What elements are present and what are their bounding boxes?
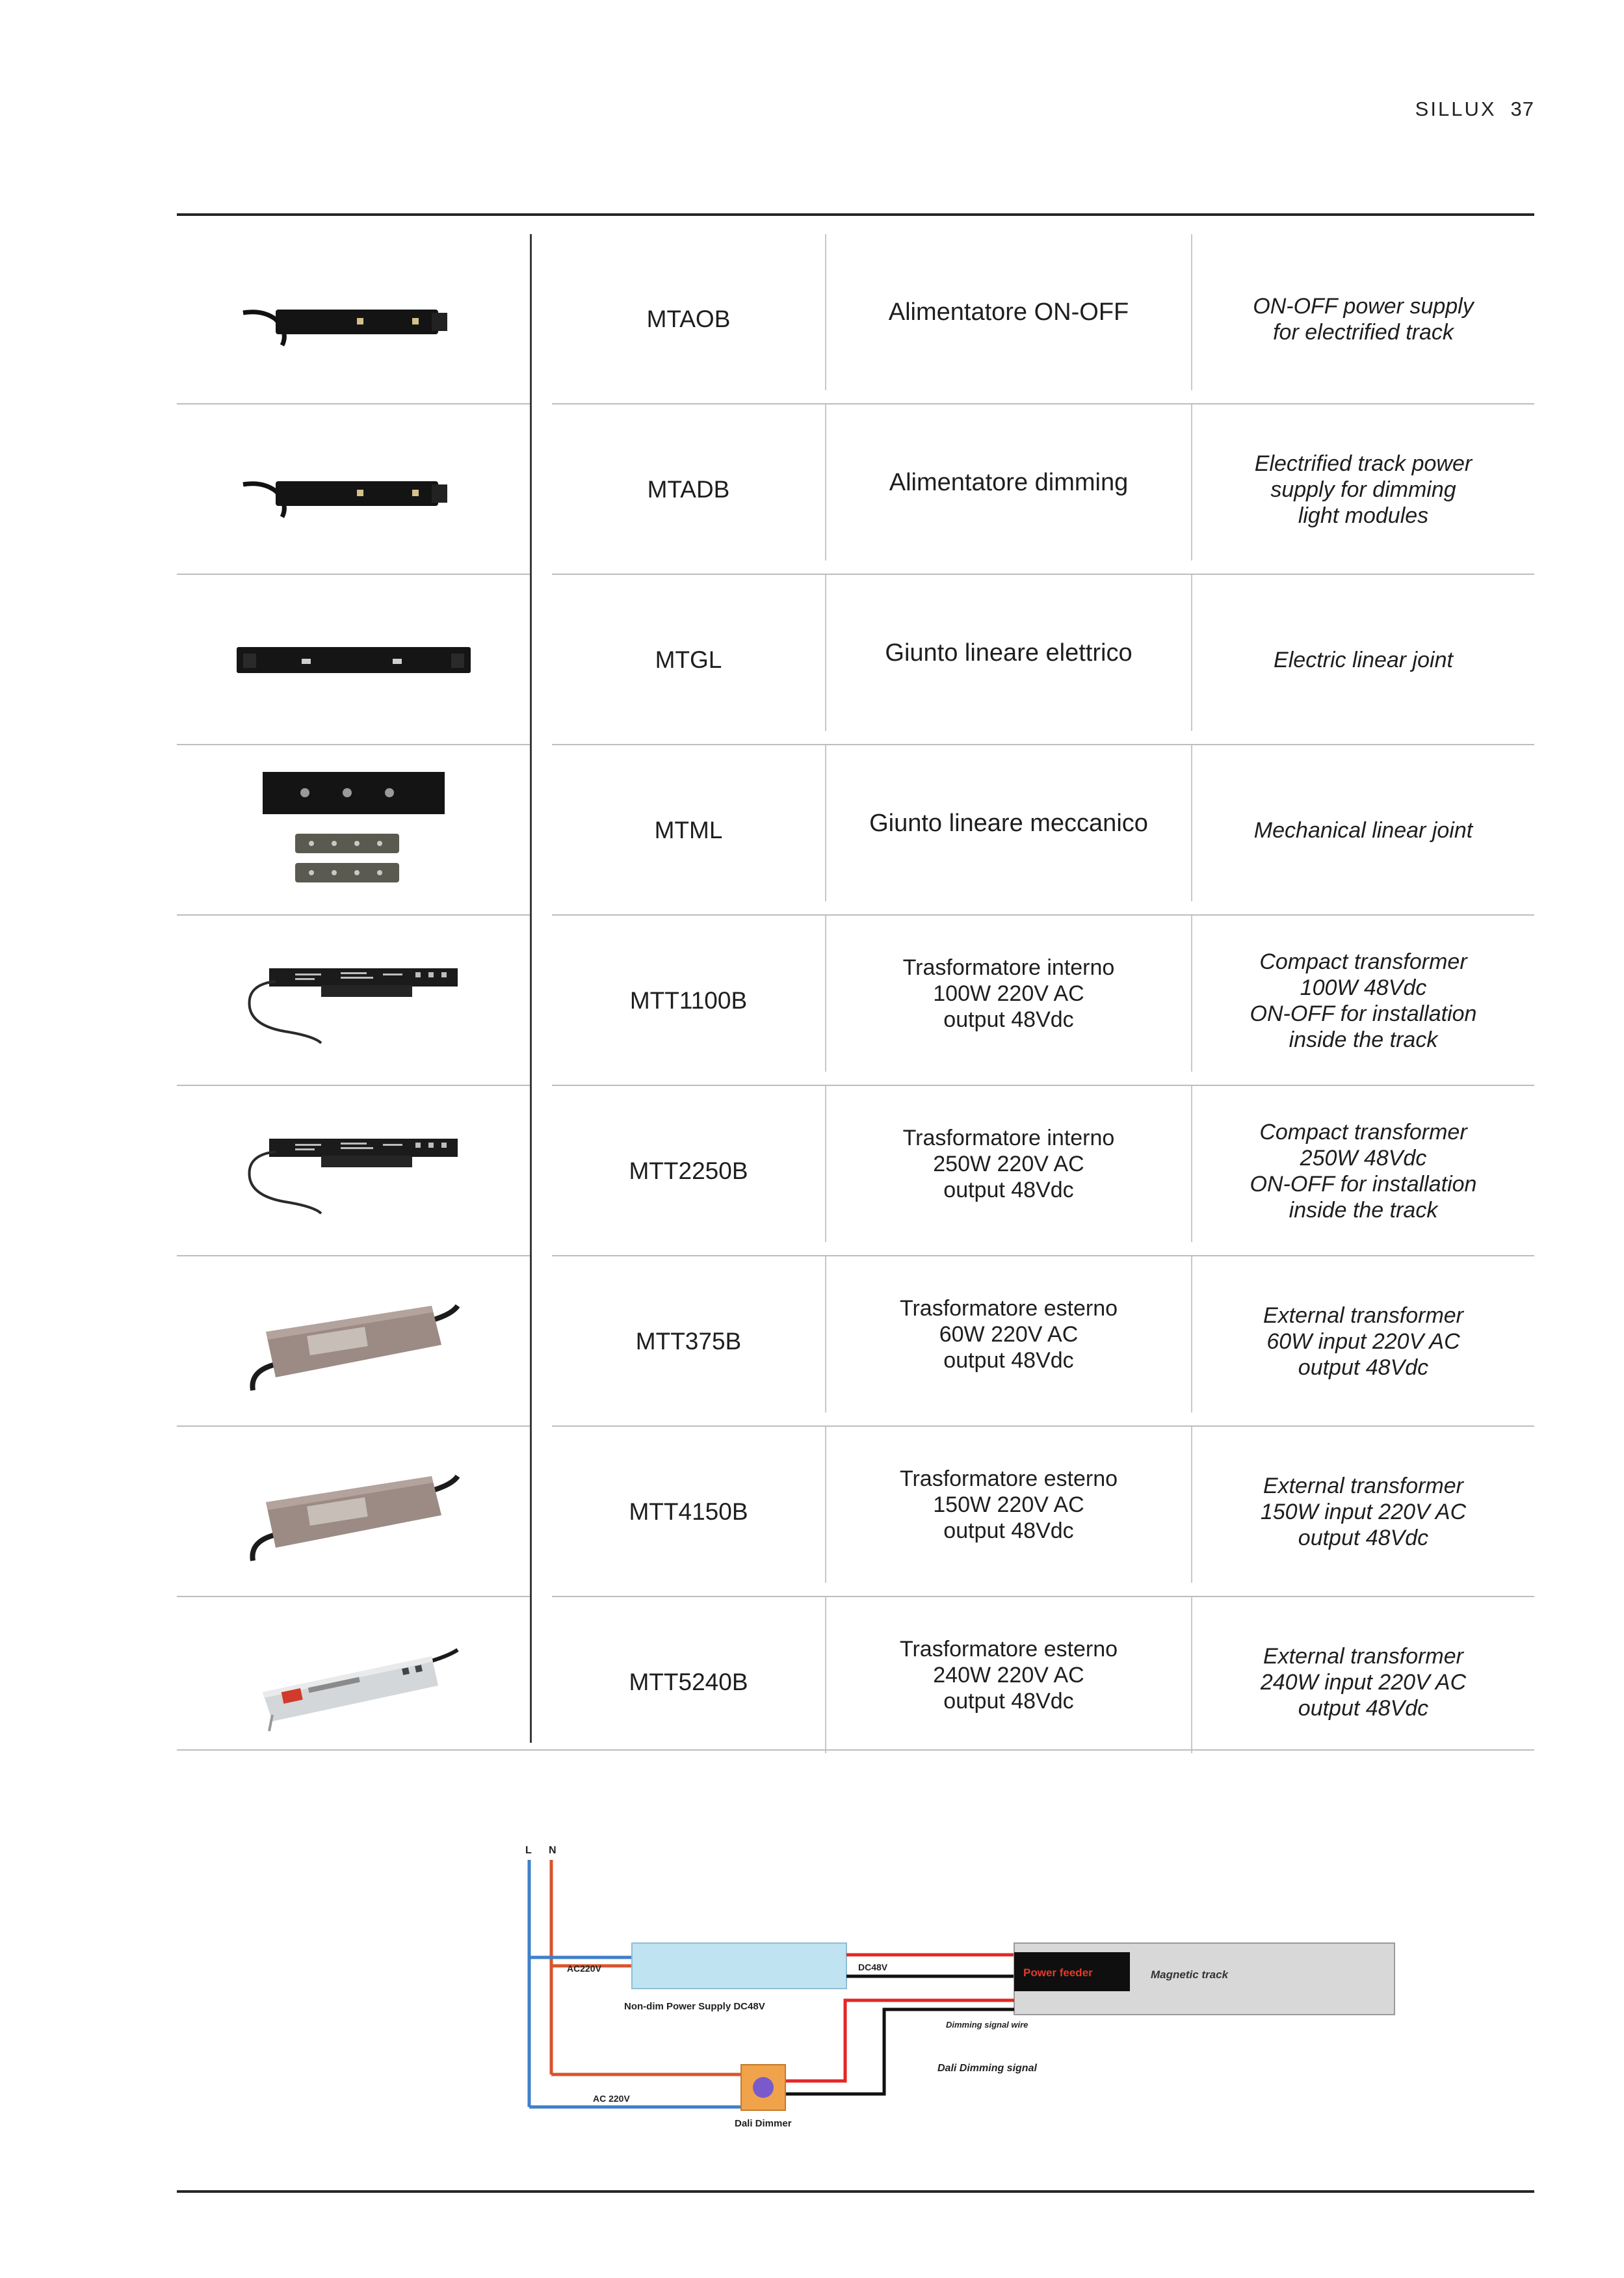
table-row: [177, 234, 1534, 404]
italian-description: Trasformatore interno 100W 220V AC output 48Vdc: [825, 916, 1192, 1072]
label-ac-top: AC220V: [567, 1963, 601, 1974]
italian-description: Trasformatore esterno 60W 220V AC output 48Vdc: [825, 1256, 1192, 1412]
label-power-feeder: Power feeder: [1023, 1967, 1093, 1979]
compact-transformer-image: [243, 955, 464, 1046]
table-row: [177, 404, 1534, 575]
italian-description: Alimentatore ON-OFF: [825, 234, 1192, 390]
english-description: Compact transformer 100W 48Vdc ON-OFF for installation inside the track: [1250, 949, 1477, 1052]
table-row: [177, 1427, 1534, 1597]
wiring-diagram: [520, 1834, 1430, 2146]
product-image: [177, 1256, 530, 1427]
label-magnetic-track: Magnetic track: [1151, 1968, 1229, 1981]
product-table: [177, 234, 1534, 1768]
page-header: [1415, 98, 1534, 121]
table-row: [177, 1256, 1534, 1427]
table-row: [177, 916, 1534, 1086]
english-description: External transformer 60W input 220V AC output 48Vdc: [1263, 1303, 1463, 1380]
label-dali-signal: Dali Dimming signal: [937, 2063, 1037, 2074]
product-code: MTGL: [655, 646, 722, 673]
external-transformer-image: [237, 1457, 471, 1567]
english-description: ON-OFF power supply for electrified track: [1253, 294, 1474, 345]
product-code: MTT1100B: [629, 987, 748, 1014]
label-power-supply: Non-dim Power Supply DC48V: [624, 2001, 765, 2012]
product-image: [177, 575, 530, 745]
product-code: MTADB: [647, 476, 730, 503]
product-image: [177, 916, 530, 1086]
table-bottom-rule: [177, 1749, 1534, 1751]
label-dimming-wire: Dimming signal wire: [946, 2020, 1028, 2030]
external-transformer-silver-image: [237, 1630, 471, 1734]
product-image: [177, 1427, 530, 1597]
table-row: [177, 1597, 1534, 1768]
bottom-rule: [177, 2190, 1534, 2193]
compact-transformer-image: [243, 1126, 464, 1217]
label-dc-out: DC48V: [858, 1962, 888, 1972]
product-code: MTT375B: [635, 1328, 742, 1355]
english-description: Electric linear joint: [1274, 648, 1453, 672]
italian-description: Trasformatore esterno 150W 220V AC output 48Vdc: [825, 1427, 1192, 1583]
mechanical-linear-joint-image: [256, 759, 451, 902]
product-code: MTT5240B: [629, 1669, 748, 1695]
italian-description: Alimentatore dimming: [825, 404, 1192, 561]
top-rule: [177, 213, 1534, 216]
track-power-feeder-image: [237, 451, 471, 529]
table-row: [177, 575, 1534, 745]
label-l: L: [525, 1845, 532, 1856]
english-description: External transformer 240W input 220V AC output 48Vdc: [1260, 1644, 1467, 1721]
power-supply-box: [632, 1943, 846, 1989]
product-image: [177, 234, 530, 404]
product-code: MTT2250B: [629, 1158, 748, 1184]
product-code: MTT4150B: [629, 1498, 748, 1525]
label-n: N: [549, 1845, 557, 1856]
electric-linear-joint-image: [230, 628, 477, 693]
english-description: Compact transformer 250W 48Vdc ON-OFF for installation inside the track: [1250, 1120, 1477, 1223]
page-number: 37: [1510, 98, 1534, 120]
italian-description: Trasformatore interno 250W 220V AC output 48Vdc: [825, 1086, 1192, 1242]
product-code: MTAOB: [646, 306, 731, 332]
table-row: [177, 1086, 1534, 1256]
product-image: [177, 745, 530, 916]
product-image: [177, 1086, 530, 1256]
italian-description: Giunto lineare elettrico: [825, 575, 1192, 731]
brand-name: SILLUX: [1415, 98, 1497, 120]
table-row: [177, 745, 1534, 916]
italian-description: Giunto lineare meccanico: [825, 745, 1192, 901]
product-image: [177, 404, 530, 575]
italian-description: Trasformatore esterno 240W 220V AC output 48Vdc: [825, 1597, 1192, 1753]
label-ac-bottom: AC 220V: [593, 2093, 630, 2104]
label-dali-dimmer: Dali Dimmer: [735, 2118, 792, 2129]
english-description: Electrified track power supply for dimming light modules: [1254, 451, 1473, 528]
product-image: [177, 1597, 530, 1768]
english-description: Mechanical linear joint: [1253, 818, 1473, 843]
english-description: External transformer 150W input 220V AC output 48Vdc: [1260, 1474, 1467, 1550]
external-transformer-image: [237, 1286, 471, 1397]
track-power-feeder-image: [237, 280, 471, 358]
product-code: MTML: [654, 817, 723, 843]
